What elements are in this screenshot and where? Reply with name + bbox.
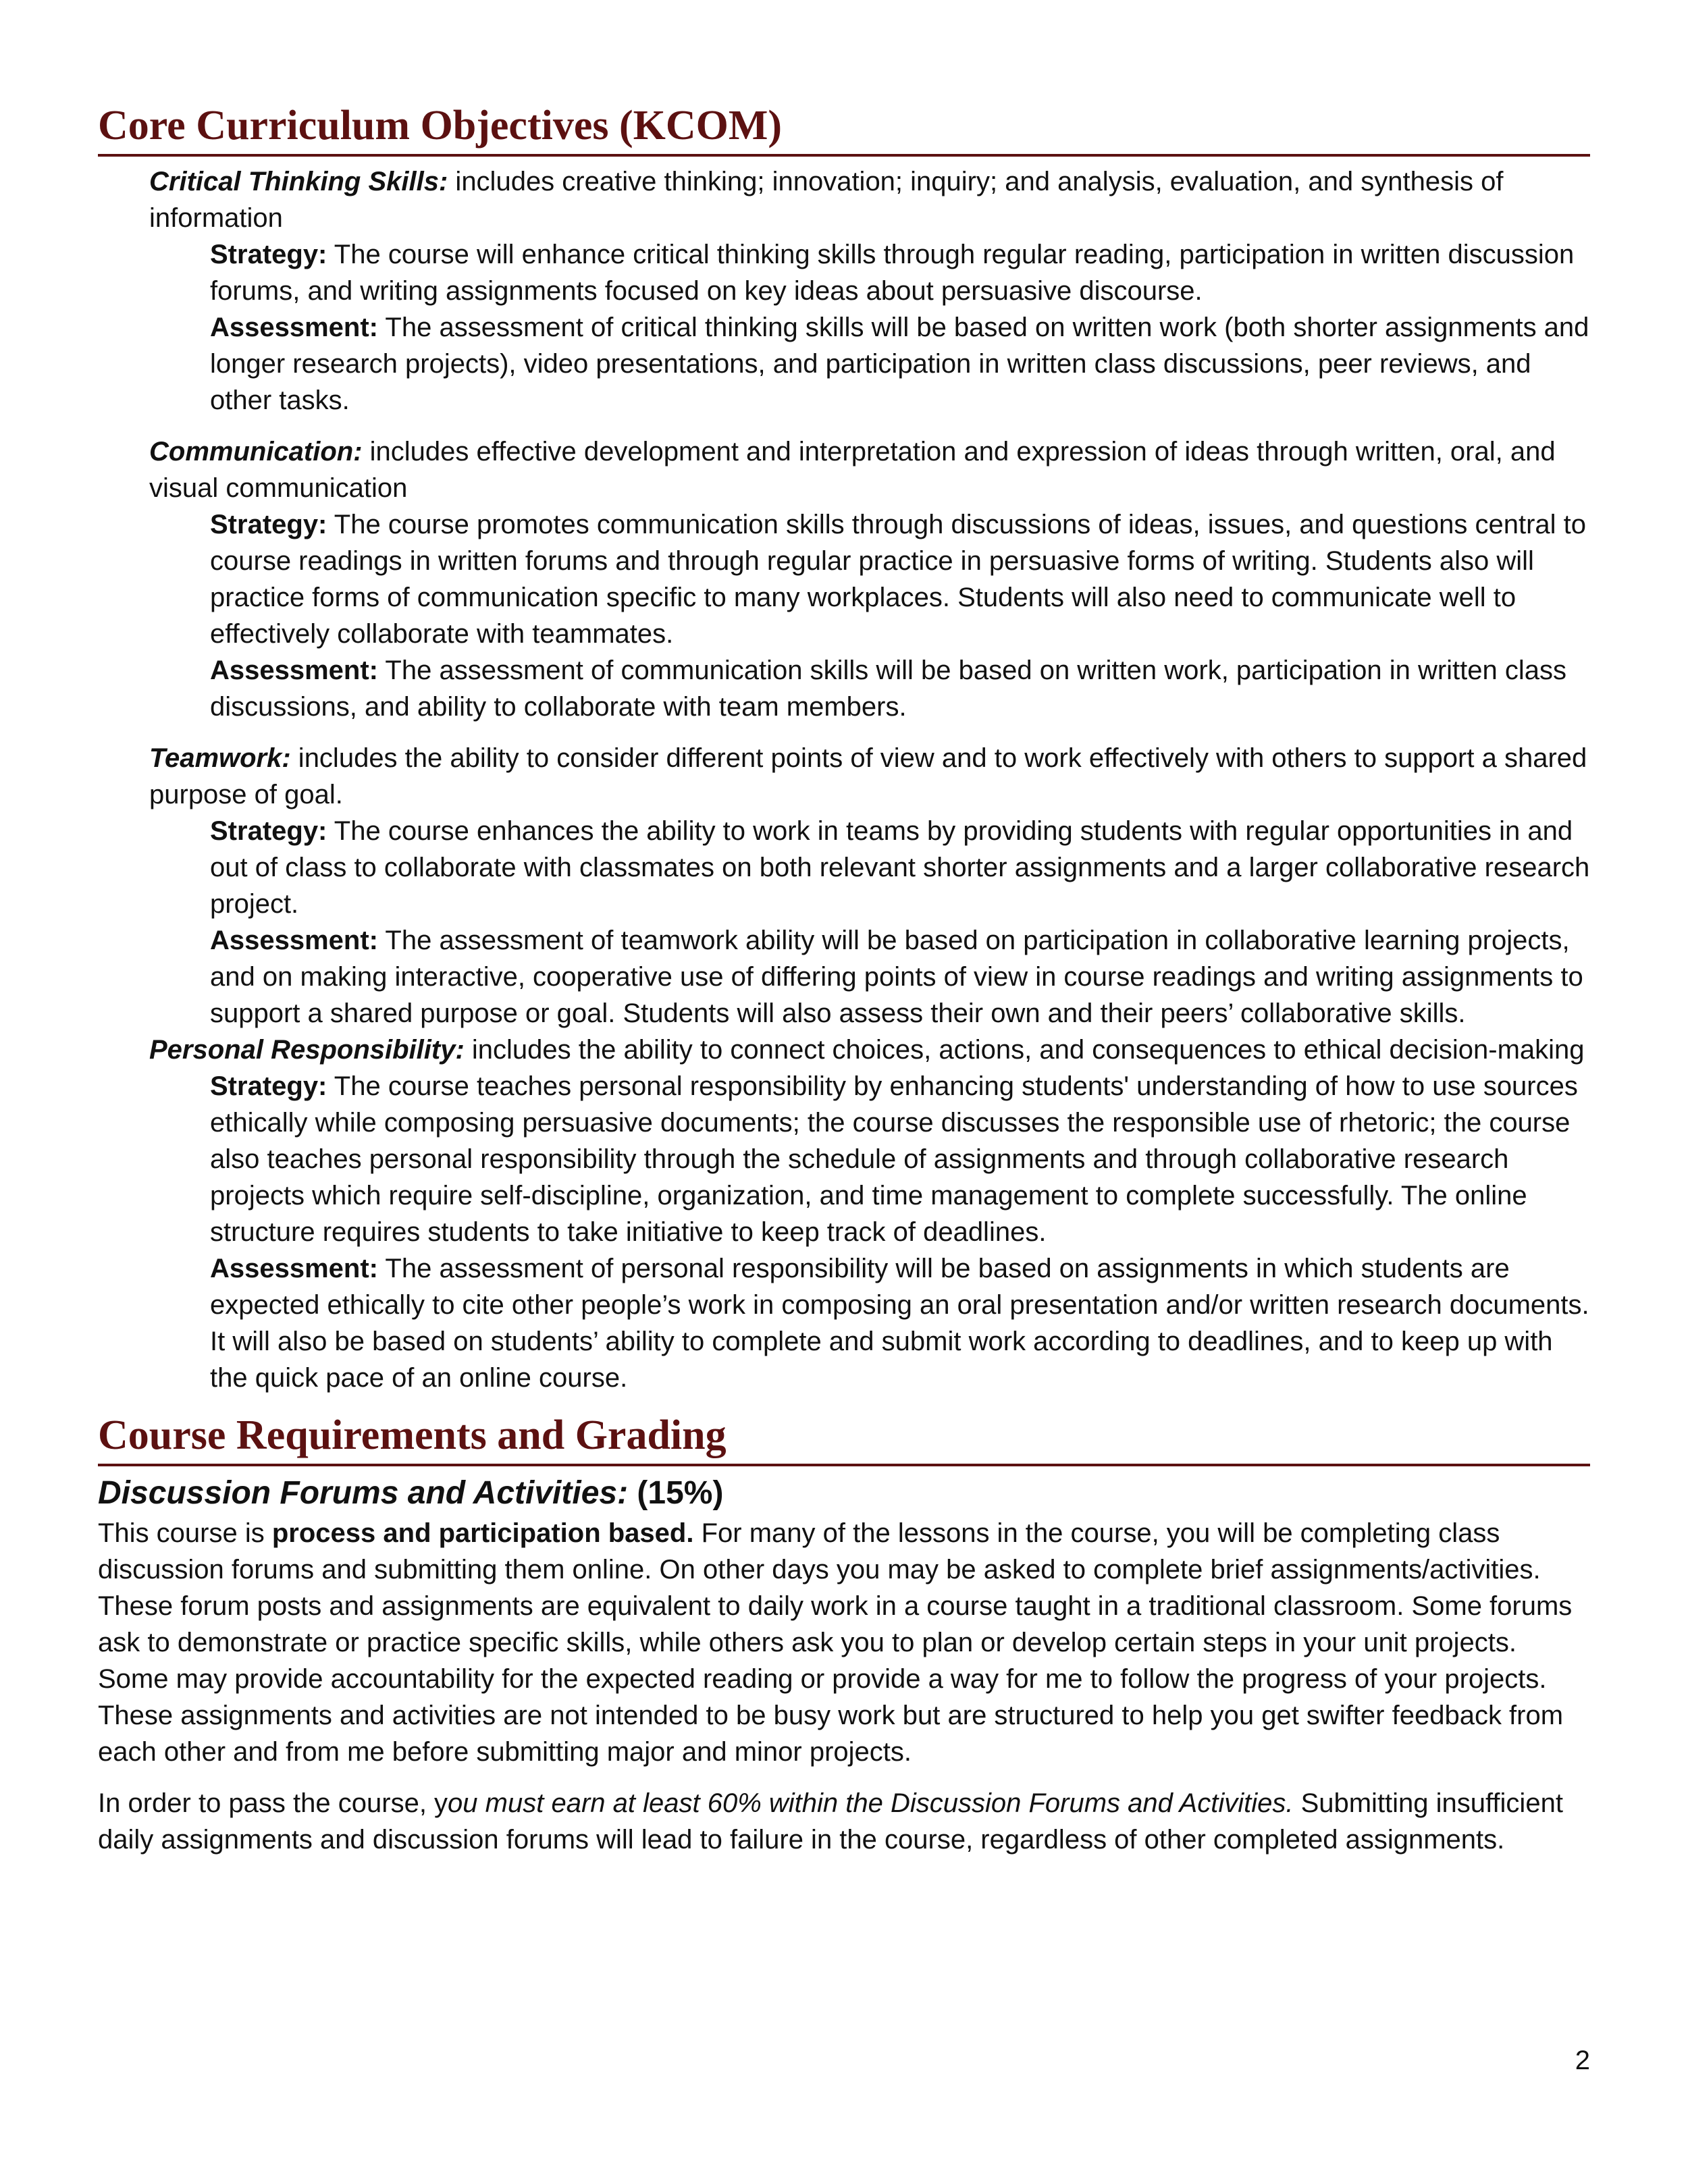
objective-desc: includes effective development and interpretation and expression of ideas through written, oral, and visual communication <box>149 437 1556 503</box>
discussion-heading: Discussion Forums and Activities: (15%) <box>98 1475 724 1511</box>
objective-critical-thinking <box>149 163 1590 419</box>
objective-title: Teamwork: <box>149 743 291 773</box>
objective-teamwork <box>149 740 1590 1032</box>
strategy-text: Strategy: The course teaches personal responsibility by enhancing students' understanding of how to use sources ethically while composing persuasive documents; the course discusses the responsible use of rhetoric; the course also teaches personal responsibility through the schedule of assignments and through collaborative research projects which require self-discipline, organization, and time management to complete successfully. The online structure requires students to take initiative to keep track of deadlines. <box>210 1071 1578 1247</box>
strategy-text: Strategy: The course enhances the ability to work in teams by providing students with regular opportunities in and out of class to collaborate with classmates on both relevant shorter assignments and a larger collaborative research project. <box>210 816 1590 919</box>
objective-title: Communication: <box>149 437 363 467</box>
strategy-text: Strategy: The course will enhance critical thinking skills through regular reading, participation in written discussion forums, and writing assignments focused on key ideas about persuasive discourse. <box>210 240 1575 306</box>
objective-communication <box>149 433 1590 725</box>
assessment-text: Assessment: The assessment of communication skills will be based on written work, participation in written class discussions, and ability to collaborate with team members. <box>210 656 1567 722</box>
page-number: 2 <box>1575 2046 1590 2075</box>
objective-title: Personal Responsibility: <box>149 1035 465 1065</box>
assessment-text: Assessment: The assessment of personal responsibility will be based on assignments in which students are expected ethically to cite other people’s work in composing an oral presentation and/or written research documents. It will also be based on students’ ability to complete and submit work according to deadlines, and to keep up with the quick pace of an online course. <box>210 1254 1589 1393</box>
objective-desc: includes the ability to connect choices, actions, and consequences to ethical decision-making <box>464 1035 1585 1065</box>
document-page <box>98 101 1590 1858</box>
section-title-requirements: Course Requirements and Grading <box>98 1412 727 1458</box>
objective-title: Critical Thinking Skills: <box>149 167 448 196</box>
section-divider <box>98 1464 1590 1466</box>
discussion-paragraph-2: In order to pass the course, you must earn at least 60% within the Discussion Forums and Activities. Submitting insufficient daily assignments and discussion forums will lead to failure in the course, regardless of other completed assignments. <box>98 1788 1563 1855</box>
discussion-paragraph-1: This course is process and participation based. For many of the lessons in the course, you will be completing class discussion forums and submitting them online. On other days you may be asked to complete brief assignments/activities. These forum posts and assignments are equivalent to daily work in a course taught in a traditional classroom. Some forums ask to demonstrate or practice specific skills, while others ask you to plan or develop certain steps in your unit projects. Some may provide accountability for the expected reading or provide a way for me to follow the progress of your projects. These assignments and activities are not intended to be busy work but are structured to help you get swifter feedback from each other and from me before submitting major and minor projects. <box>98 1518 1573 1767</box>
objective-desc: includes the ability to consider different points of view and to work effectively with others to support a shared purpose of goal. <box>149 743 1587 809</box>
assessment-text: Assessment: The assessment of critical thinking skills will be based on written work (both shorter assignments and longer research projects), video presentations, and participation in written class discussions, peer reviews, and other tasks. <box>210 313 1589 415</box>
section-divider <box>98 154 1590 157</box>
objective-desc: includes creative thinking; innovation; inquiry; and analysis, evaluation, and synthesis of information <box>149 167 1504 233</box>
objective-personal-responsibility <box>149 1032 1590 1396</box>
strategy-text: Strategy: The course promotes communication skills through discussions of ideas, issues, and questions central to course readings in written forums and through regular practice in persuasive forms of writing. Students also will practice forms of communication specific to many workplaces. Students will also need to communicate well to effectively collaborate with teammates. <box>210 510 1587 649</box>
section-title-core: Core Curriculum Objectives (KCOM) <box>98 103 783 149</box>
assessment-text: Assessment: The assessment of teamwork ability will be based on participation in collaborative learning projects, and on making interactive, cooperative use of differing points of view in course readings and writing assignments to support a shared purpose or goal. Students will also assess their own and their peers’ collaborative skills. <box>210 926 1583 1028</box>
